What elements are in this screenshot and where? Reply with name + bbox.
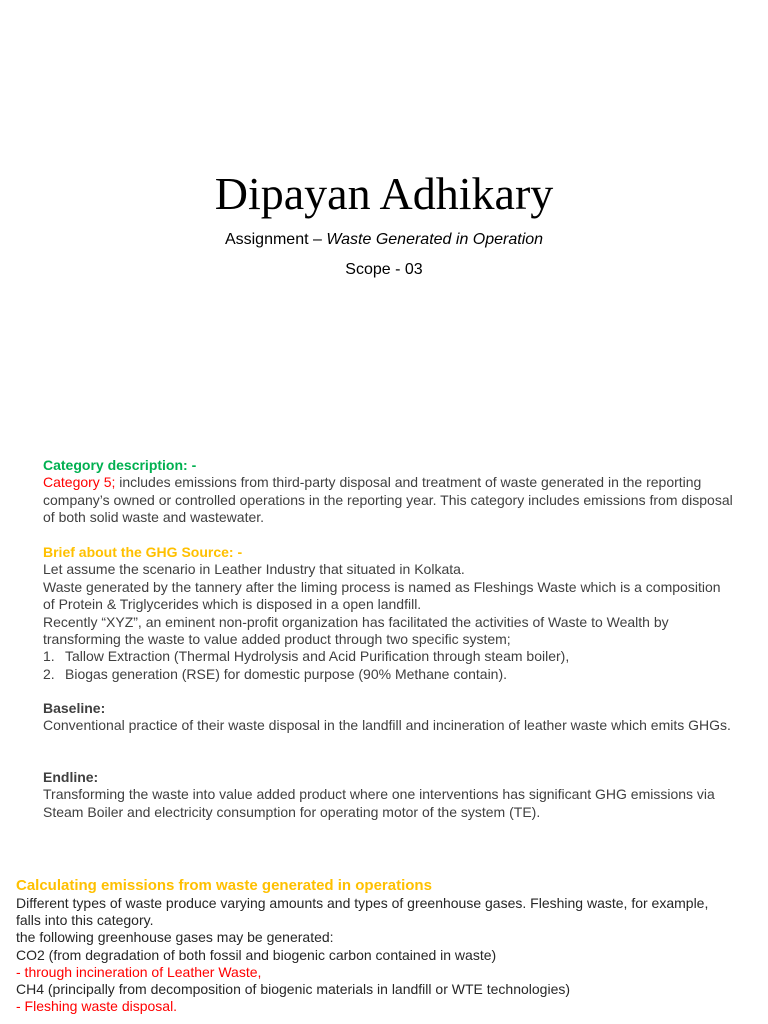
list-text: Biogas generation (RSE) for domestic purpose (90% Methane contain). [65, 665, 508, 682]
ghg-line: Let assume the scenario in Leather Industry that situated in Kolkata. [43, 561, 465, 578]
document-title: Dipayan Adhikary [214, 168, 554, 219]
baseline-text: Conventional practice of their waste disposal in the landfill and incineration of leather waste which emits GHGs. [43, 717, 731, 734]
endline-text: Transforming the waste into value added product where one interventions has significant GHG emissions via Steam Boiler and electricity consumption for operating motor of the system (TE). [43, 786, 715, 820]
category-heading: Category description: - [43, 457, 197, 473]
endline-section [43, 769, 733, 821]
calculating-line: Different types of waste produce varying amounts and types of greenhouse gases. Fleshing waste, for example, falls into this category. [16, 895, 709, 929]
list-number: 2. [43, 665, 55, 682]
assignment-label: Assignment – [224, 231, 327, 248]
endline-heading: Endline: [43, 769, 99, 785]
scope-label: Scope - 03 [345, 261, 423, 278]
list-item [43, 666, 733, 683]
calculating-line-red: - Fleshing waste disposal. [16, 998, 178, 1015]
calculating-line: CH4 (principally from decomposition of biogenic materials in landfill or WTE technologies) [16, 981, 571, 998]
calculating-line-red: - through incineration of Leather Waste, [16, 963, 262, 980]
baseline-heading: Baseline: [43, 700, 106, 716]
category-text: includes emissions from third-party disposal and treatment of waste generated in the reporting company’s owned or controlled operations in the reporting year. This category includes emissions from disposal of both solid waste and wastewater. [43, 474, 733, 526]
list-text: Tallow Extraction (Thermal Hydrolysis and Acid Purification through steam boiler), [65, 648, 570, 665]
category-section [43, 457, 733, 527]
calculating-line: CO2 (from degradation of both fossil and biogenic carbon contained in waste) [16, 946, 497, 963]
baseline-section [43, 700, 733, 735]
calculating-section [16, 876, 736, 1015]
assignment-subtitle [0, 229, 768, 251]
assignment-title: Waste Generated in Operation [326, 231, 544, 248]
category-paragraph [43, 474, 733, 526]
calculating-line: the following greenhouse gases may be generated: [16, 929, 334, 946]
category-label: Category 5; [43, 474, 116, 491]
list-item [43, 648, 733, 665]
ghg-source-heading: Brief about the GHG Source: - [43, 544, 243, 560]
ghg-line: Waste generated by the tannery after the liming process is named as Fleshings Waste which is a composition of Protein & Triglycerides which is disposed in a open landfill. [43, 578, 721, 613]
list-number: 1. [43, 648, 55, 665]
calculating-heading: Calculating emissions from waste generated in operations [16, 877, 432, 894]
ghg-line: Recently “XYZ”, an eminent non-profit organization has facilitated the activities of Waste to Wealth by transforming the waste to value added product through two specific system; [43, 613, 669, 648]
ghg-source-section [43, 544, 733, 683]
